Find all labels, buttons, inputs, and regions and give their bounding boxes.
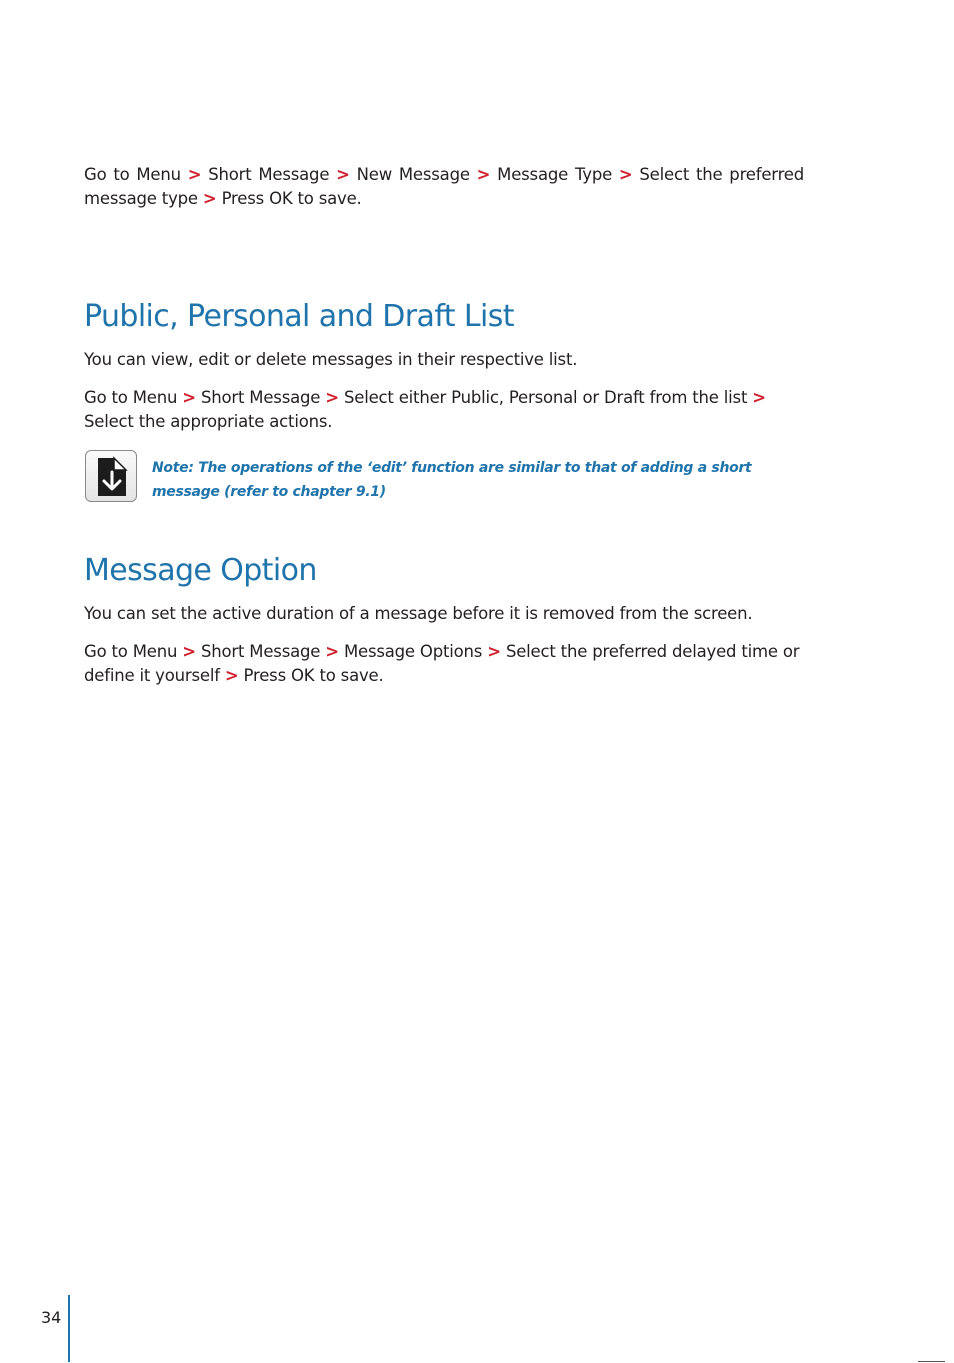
lists-instructions <box>84 386 804 434</box>
separator: > <box>187 165 202 184</box>
separator: > <box>325 642 339 661</box>
step: Short Message <box>200 388 321 407</box>
page-number: 34 <box>41 1308 62 1327</box>
step: Press OK to save. <box>243 666 384 685</box>
separator: > <box>202 189 217 208</box>
message-type-instructions <box>84 163 804 211</box>
separator: > <box>336 165 350 184</box>
step: Select the preferred delayed time or define it yourself <box>84 642 800 685</box>
step: Short Message <box>200 642 321 661</box>
section-heading-lists: Public, Personal and Draft List <box>84 299 514 334</box>
corner-rule <box>918 1361 945 1362</box>
message-option-instructions <box>84 640 804 688</box>
lists-intro: You can view, edit or delete messages in their respective list. <box>84 350 578 369</box>
separator: > <box>752 388 766 407</box>
separator: > <box>182 642 196 661</box>
separator: > <box>325 388 339 407</box>
step: Select either Public, Personal or Draft from the list <box>343 388 748 407</box>
separator: > <box>476 165 491 184</box>
separator: > <box>487 642 501 661</box>
step: Select the appropriate actions. <box>84 412 333 431</box>
step: Go to Menu <box>84 388 178 407</box>
step: Press OK to save. <box>221 189 362 208</box>
download-note-icon <box>85 450 137 502</box>
step: Go to Menu <box>84 165 181 184</box>
separator: > <box>618 165 633 184</box>
step: Message Type <box>497 165 613 184</box>
page-number-rule <box>68 1295 70 1362</box>
step: New Message <box>356 165 470 184</box>
message-option-intro: You can set the active duration of a message before it is removed from the screen. <box>84 604 753 623</box>
step: Select the preferred message type <box>84 165 805 208</box>
step: Short Message <box>208 165 330 184</box>
separator: > <box>182 388 196 407</box>
separator: > <box>224 666 239 685</box>
step: Go to Menu <box>84 642 178 661</box>
section-heading-message-option: Message Option <box>84 553 317 588</box>
note-text: Note: The operations of the ‘edit’ function are similar to that of adding a short message (refer to chapter 9.1) <box>152 460 752 500</box>
step: Message Options <box>343 642 483 661</box>
